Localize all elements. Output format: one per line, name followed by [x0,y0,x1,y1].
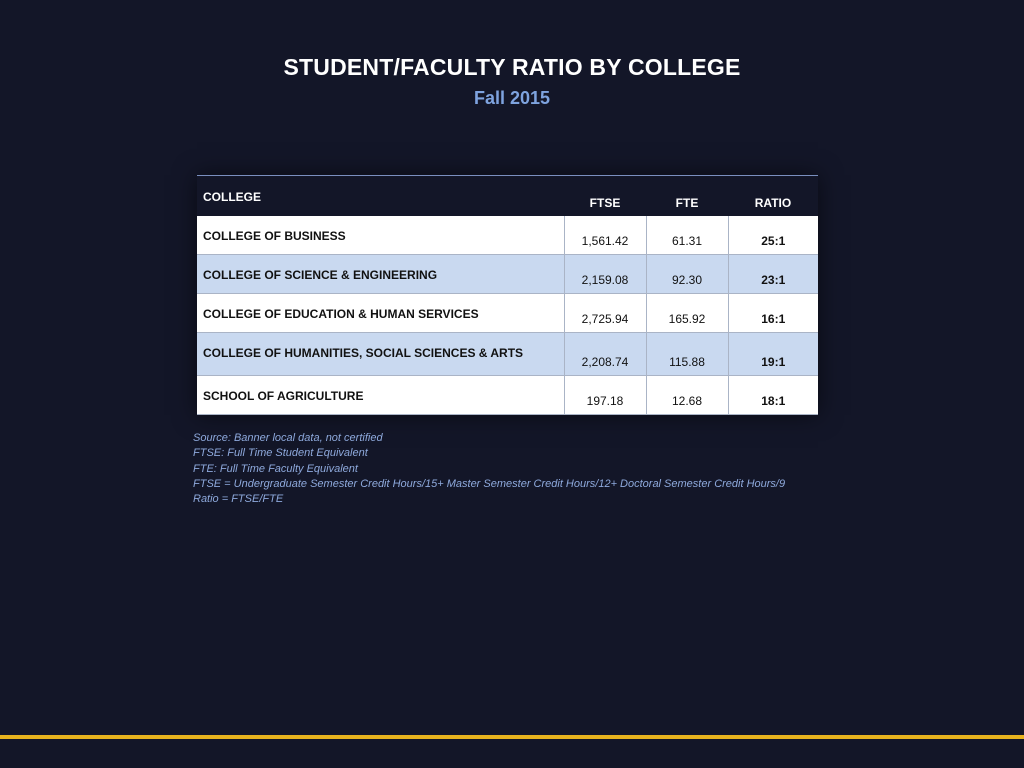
row-fte: 92.30 [646,255,728,294]
header-college: COLLEGE [203,190,262,204]
row-college-name: COLLEGE OF HUMANITIES, SOCIAL SCIENCES & ARTS [197,333,564,376]
footnote-source: Source: Banner local data, not certified [193,432,383,444]
row-ftse: 197.18 [564,376,646,415]
table-row [197,376,818,415]
table-row [197,216,818,255]
page-title: STUDENT/FACULTY RATIO BY COLLEGE [283,54,741,80]
footnote-ftse-definition: FTSE: Full Time Student Equivalent [193,447,368,460]
table-row [197,255,818,294]
table-header-row [197,176,818,216]
row-college-name: COLLEGE OF SCIENCE & ENGINEERING [197,255,564,294]
ratio-table-container [197,175,818,415]
row-fte: 165.92 [646,294,728,333]
row-ratio: 25:1 [728,216,818,255]
row-fte: 115.88 [646,333,728,376]
table-row [197,294,818,333]
row-college-name: COLLEGE OF BUSINESS [197,216,564,255]
header-fte: FTE [675,195,699,210]
footnote-fte-definition: FTE: Full Time Faculty Equivalent [193,462,358,475]
row-ftse: 2,208.74 [564,333,646,376]
header-ftse: FTSE [589,195,621,210]
row-fte: 12.68 [646,376,728,415]
row-ftse: 1,561.42 [564,216,646,255]
table-row [197,333,818,376]
row-fte: 61.31 [646,216,728,255]
row-ftse: 2,159.08 [564,255,646,294]
page-subtitle: Fall 2015 [473,88,551,108]
row-ratio: 16:1 [728,294,818,333]
ratio-table [197,175,818,415]
row-college-name: COLLEGE OF EDUCATION & HUMAN SERVICES [197,294,564,333]
row-ratio: 23:1 [728,255,818,294]
row-college-name: SCHOOL OF AGRICULTURE [197,376,564,415]
accent-bar [0,735,1024,739]
row-ratio: 18:1 [728,376,818,415]
row-ftse: 2,725.94 [564,294,646,333]
header-ratio: RATIO [754,195,792,210]
footnotes [193,431,785,507]
footnote-ftse-formula: FTSE = Undergraduate Semester Credit Hours/15+ Master Semester Credit Hours/12+ Doctoral Semester Credit Hours/9 [193,477,786,490]
row-ratio: 19:1 [728,333,818,376]
footnote-ratio-formula: Ratio = FTSE/FTE [193,493,284,506]
